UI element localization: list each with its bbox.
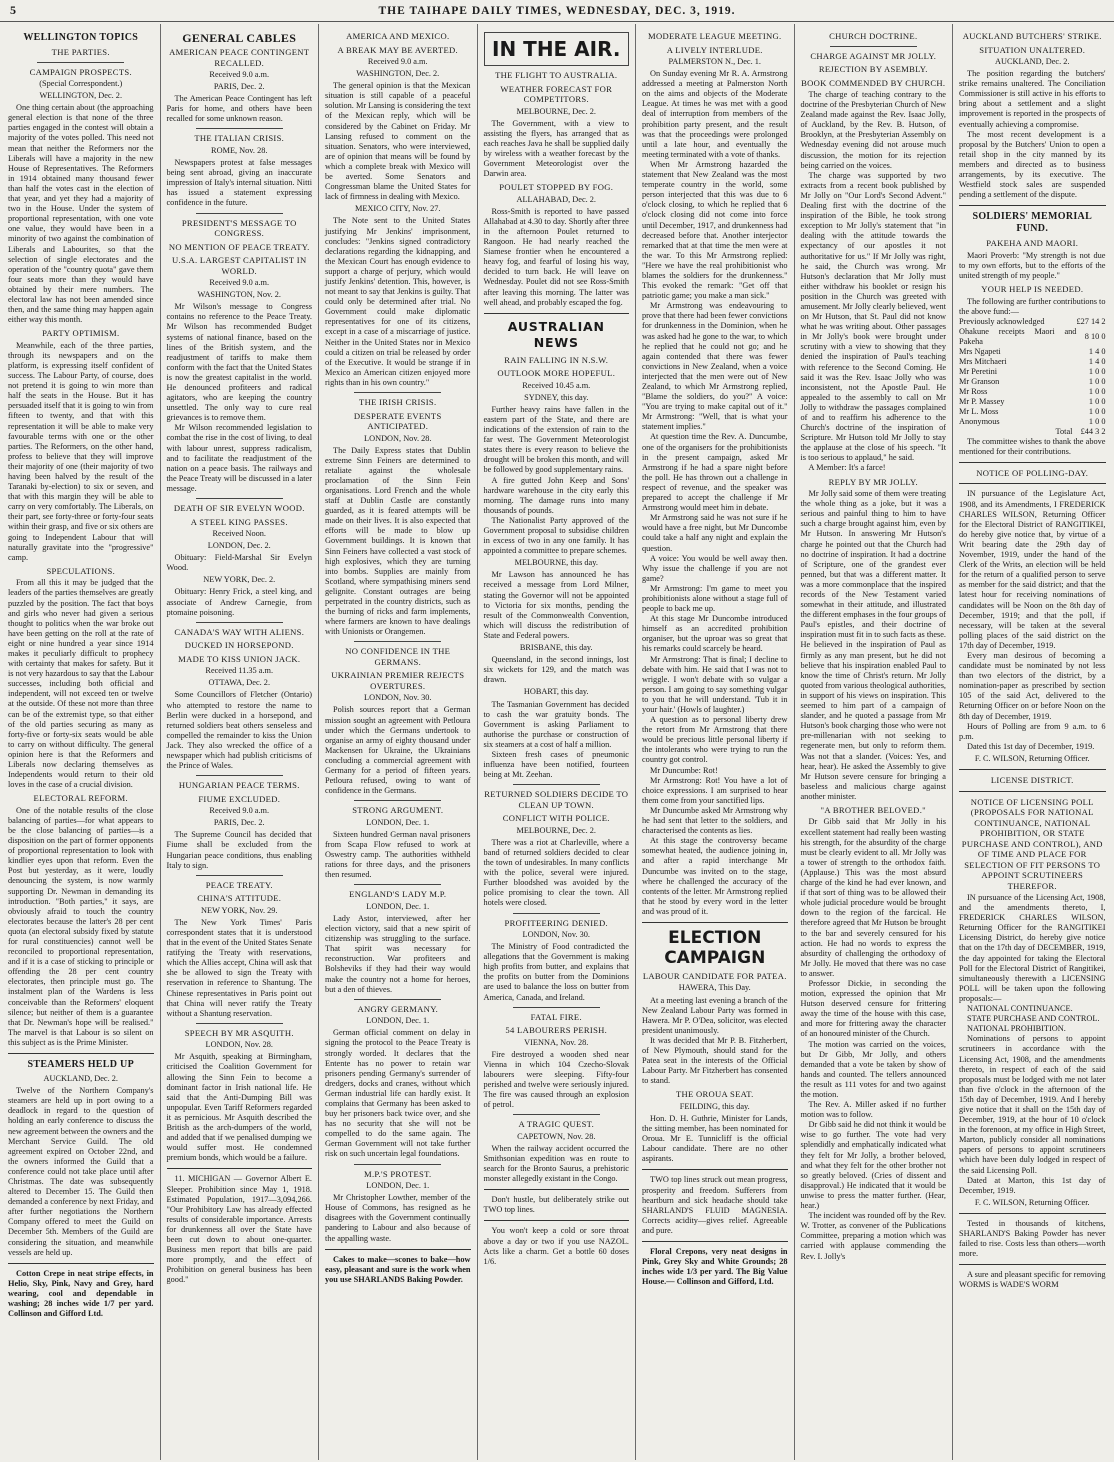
article-paragraph: Mr Wilson recommended legislation to combat the rise in the cost of living, to deal with labour unrest, suppress radicalism, and to facilitate the readjustment of the nation on a peace basis. The railways and the Peace Treaty will be discussed in a later message. [166, 423, 312, 493]
subheading: AUCKLAND BUTCHERS' STRIKE. [962, 31, 1102, 41]
column-7 [953, 24, 1112, 1460]
table-row [959, 387, 1106, 397]
signature: F. C. WILSON, Returning Officer. [974, 1197, 1090, 1207]
table-row [959, 367, 1106, 377]
subheading: LABOUR CANDIDATE FOR PATEA. [642, 970, 787, 981]
fund-name: Mrs Ngapeti [959, 346, 1001, 356]
article-paragraph: Mr Christopher Lowther, member of the House of Commons, has resigned as he disagrees with the Government continually pandering to Labour and also because of the appalling waste. [325, 1193, 471, 1243]
notice-paragraph: Every man desirous of becoming a candidate must be nominated by not less than two electors of the district, by a nomination-paper as prescribed by section 105 of the said Act, delivered to the Returning Officer on or before Noon on the 8th day of December, 1919. [959, 650, 1106, 721]
subheading: A LIVELY INTERLUDE. [666, 44, 763, 55]
article-paragraph: Mr Armstrong: That is final; I decline to debate with him. He said that I was not to wriggle. I won't debate with so vulgar a person. I am going to say something vulgar to you that he will understand. 'Tub it in your hair.' (Howls of laughter.) [642, 654, 788, 714]
fund-amount: 1 4 0 [1088, 356, 1106, 366]
notice-paragraph: Hours of Polling are from 9 a.m. to 6 p.m. [959, 721, 1106, 741]
divider [642, 1241, 788, 1242]
dateline: LONDON, Dec. 2. [207, 541, 271, 551]
subheading: THE ITALIAN CRISIS. [194, 133, 285, 144]
article-paragraph: Ross-Smith is reported to have passed Allahabad at 4.30 to day. Shortly after three in the afternoon Poulet returned to Rangoon. He had nearly reached the Siamese frontier when he encountered a heavy fog, and fearful of losing his way, decided to turn back. He will leave on Wednesday. Poulet did not see Ross-Smith after leaving this morning. The latter was well ahead, and probably escaped the fog. [483, 206, 629, 307]
dateline: MELBOURNE, Dec. 2. [516, 825, 596, 835]
in-the-air-title: IN THE AIR. [492, 37, 621, 61]
column-5 [636, 24, 795, 1460]
subheading: NO CONFIDENCE IN THE GERMANS. [345, 646, 451, 667]
advertisement: Cakes to make—scones to bake—how easy, pleasant and sure is the work when you use SHARLANDS Baking Powder. [325, 1254, 471, 1284]
notice-paragraph: IN pursuance of the Legislature Act, 1908, and its Amendments, I FREDERICK CHARLES WILSON, Returning Officer for the Electoral District of RANGITIKEI, do hereby give notice that, by virtue of a Writ bearing date the 29th day of November, 1919, under the hand of the Clerk of the Writs, an election will be held for the return of a qualified person to serve as member for the said district; and that the latest hour for receiving nominations of candidates will be Noon on the 8th day of December, 1919; and that the poll, if necessary, will be taken at the several polling places of the said district on the 17th day of December, 1919. [959, 489, 1106, 650]
divider [959, 483, 1106, 484]
subheading: LICENSE DISTRICT. [990, 775, 1074, 785]
article-paragraph: It was decided that Mr P. B. Fitzherbert, of New Plymouth, should stand for the Patea seat in the interests of the Official Labour Party. Mr Fitzherbert has consented to stand. [642, 1035, 788, 1086]
subheading: STRONG ARGUMENT. [352, 805, 444, 816]
article-paragraph: One thing certain about (the approaching general election is that none of the three parties engaged in the contest will obtain a majority of the votes polled. This need not mean that neither the Reformers nor the Liberals will have a majority in the new House of Representatives. The Reformers in 1914 obtained many thousand fewer than half the votes cast in the election of that year, and yet they had a majority of two in the House. Under the system of proportional representation, with one vote one value, they would have been in a minority of two against the combination of Liberals and Labourites, so that the selection of single electorates and the operation of the "country quota" gave them four seats more than they would have obtained by their mere numbers. The electoral law has not been amended since then, and the same thing may happen again either way this month. [8, 103, 154, 325]
notice-paragraph: STATE PURCHASE AND CONTROL. [967, 1014, 1100, 1024]
dateline: AUCKLAND, Dec. 2. [995, 57, 1070, 66]
subheading: PARTY OPTIMISM. [42, 328, 120, 339]
divider [513, 913, 600, 914]
dateline: ROME, Nov. 28. [211, 145, 268, 155]
article-paragraph: Sixteen fresh cases of pneumonic influenza have been notified, fourteen being at Mt. Zeehan. [483, 749, 629, 780]
dateline: PALMERSTON N., Dec. 1. [668, 57, 761, 66]
article-paragraph: The committee wishes to thank the above mentioned for their contributions. [959, 436, 1106, 456]
divider [959, 791, 1106, 792]
in-the-air-box [484, 32, 630, 66]
subheading: SITUATION UNALTERED. [979, 44, 1086, 55]
article-paragraph: The incident was rounded off by the Rev. W. Trotter, as convener of the Publications Committee, preparing a motion which was carried with applause commending the Rev. I. Jolly's [800, 1211, 946, 1261]
fund-amount: 8 10 0 [1084, 331, 1106, 341]
divider [354, 999, 441, 1000]
notice-paragraph: NATIONAL CONTINUANCE. [967, 1004, 1073, 1014]
article-paragraph: A question as to personal liberty drew the retort from Mr Armstrong that there would be precious little personal liberty if the intolerants who were trying to run the country got control. [642, 715, 788, 765]
article-paragraph: Polish sources report that a German mission sought an agreement with Petloura under which the Germans undertook to organise an army of eighty thousand under Mackensen for Ukraine, the Ukrainians concluding a commercial agreement with Germany for a period of fifteen years. Petloura refused, owing to want of confidence in the Germans. [325, 705, 471, 796]
subheading: MADE TO KISS UNION JACK. [178, 653, 301, 664]
dateline: MELBOURNE, Dec. 2. [516, 106, 596, 116]
divider [484, 1220, 630, 1221]
subheading: HUNGARIAN PEACE TERMS. [178, 780, 300, 791]
dateline: ALLAHABAD, Dec. 2. [516, 194, 596, 204]
subheading: PRESIDENT'S MESSAGE TO CONGRESS. [181, 217, 297, 239]
divider [325, 1249, 471, 1250]
table-row [959, 377, 1106, 387]
subheading: REPLY BY MR JOLLY. [828, 476, 918, 487]
article-paragraph: The American Peace Contingent has left Paris for home, and others have been recalled for some unknown reason. [166, 94, 312, 124]
article-paragraph: There was a riot at Charleville, where a band of returned soldiers decided to clear the town of undesirables. In many conflicts with the police, several were injured. Further bloodshed was avoided by the police promising to clear the town. All hotels were closed. [483, 837, 629, 908]
fund-amount: 1 0 0 [1088, 396, 1106, 406]
dateline: WELLINGTON, Dec. 2. [39, 91, 123, 101]
dateline: LONDON, Nov. 30. [522, 930, 590, 939]
divider [959, 1264, 1106, 1265]
dateline: Received 9.0 a.m. [209, 70, 270, 79]
dateline: FEILDING, this day. [679, 1101, 750, 1111]
divider [484, 313, 630, 314]
fund-amount: 1 0 0 [1088, 366, 1106, 376]
subheading: SPEECH BY MR ASQUITH. [184, 1027, 294, 1038]
notice-paragraph: IN pursuance of the Licensing Act, 1908, and the amendments thereto, I, FREDERICK CHARLES WILSON, Returning Officer for the RANGITIKEI Licensing District, do hereby give notice that on the 17th day of DECEMBER, 1919, the day appointed for taking the Electoral Poll for the Electoral District of Rangitikei, simultaneously therewith a LICENSING POLL will be taken upon the following proposals:— [959, 893, 1106, 1003]
subheading: CHARGE AGAINST MR JOLLY. [810, 50, 937, 61]
subheading: PROFITEERING DENIED. [504, 917, 608, 928]
article-paragraph: The most recent development is a proposal by the Butchers' Union to open a retail shop in the city manned by its members and directed as to business arrangements, by its executive. The Westfield stock sales are suspended pending a settlement of the dispute. [959, 129, 1106, 200]
dateline: HAWERA, This Day. [678, 983, 751, 993]
divider [8, 1263, 154, 1264]
article-paragraph: Obituary: Field-Marshal Sir Evelyn Wood. [166, 553, 312, 573]
column-4 [478, 24, 637, 1460]
fund-name: Ohakune receipts Maori and Pakeha [959, 326, 1077, 346]
article-paragraph: Mr Jolly said some of them were treating the whole thing as a joke, but it was a serious and painful thing to him to have such a charge brought against him, even by Mr Hutson. In answering Mr Hutson's charge he pointed out that the Church had no doctrine of inspiration. It had a doctrine of Scripture, one of the grandest ever penned, but that was a different matter. It was a more commonplace that the inspired records of the New Testament varied somewhat in their attitude, and illustrated the different emphases in the four groups of Paul's epistles, and their doctrine of inspiration must fit in to such facts as these. He believed in the inspiration of Paul as firmly as any man present, but he did not believe that his inspiration enabled Paul to know the time of Christ's return. Mr Jolly quoted from various theological authorities, in support of his views on inspiration. This seemed to him part of a campaign of slander, and he quoted a passage from Mr Hutson's book charging those who were not pre-millenarian with not seeking to regenerate men, but only to reform them. Was not that a slander. (Voices: Yes, and hear, hear). He asked the Assembly to give Mr Hutson severe censure for bringing a baseless and malicious charge against another minister. [800, 489, 946, 801]
divider [513, 1114, 600, 1115]
divider [484, 1189, 630, 1190]
table-row [959, 317, 1106, 327]
steamers-heading: STEAMERS HELD UP [27, 1059, 134, 1071]
advertisement: Tested in thousands of kitchens, SHARLAND'S Baking Powder has never failed to rise. Costs less than others—worth more. [959, 1218, 1106, 1259]
subheading: CANADA'S WAY WITH ALIENS. [174, 626, 305, 637]
article-paragraph: Obituary: Henry Frick, a steel king, and associate of Andrew Carnegie, from ptomaine poisoning. [166, 587, 312, 617]
table-row [959, 357, 1106, 367]
subheading: DEATH OF SIR EVELYN WOOD. [173, 503, 305, 513]
divider [196, 213, 283, 214]
article-paragraph: Mr Armstrong was endeavouring to prove that there had been fewer convictions for drunkenness in the Dominion, when he was asked had he gone to the war, to which he replied that he could not go; and he again contended that there was fewer convictions in New Zealand, when a voice interjected that the men were out of New Zealand, to which Mr Armstrong replied, "Blame the soldiers, do you?" A voice: "You are trying to make capital out of it." Mr Armstrong: "Well, that is what your statement implies." [642, 301, 788, 432]
subheading: MODERATE LEAGUE MEETING. [648, 31, 782, 41]
article-paragraph: Mr Armstrong: I'm game to meet you prohibitionists alone without a stage full of people to back me up. [642, 583, 788, 614]
subheading: THE FLIGHT TO AUSTRALIA. [495, 70, 618, 80]
divider [8, 1053, 154, 1054]
article-paragraph: When the railway accident occurred the Smithsonian expedition was en route to search for the Bronto Saurus, a prehistoric monster allegedly existant in the Congo. [483, 1143, 629, 1184]
page-number: 5 [10, 3, 16, 17]
subheading: FATAL FIRE. [530, 1011, 582, 1022]
dateline: LONDON, Dec. 1. [366, 901, 430, 911]
dateline: Received 10.45 a.m. [522, 380, 591, 390]
article-paragraph: When Mr Armstrong hazarded the statement that New Zealand was the most temperate country in the world, some person interjected that this was due to 6 o'clock closing, to which he replied that 6 o'clock closing did not come into force until December, 1917, and drunkenness had decreased before that. Another interjector remarked that at that time the men were at the war. To this Mr Armstrong replied: "Here we have the real prohibitionist who blames the soldiers for the drunkenness." This evoked the remark: "Get off that patriotic game; you make a man sick." [642, 159, 788, 301]
subheading: M.P.'S PROTEST. [364, 1168, 432, 1179]
dateline: MEXICO CITY, Nov. 27. [354, 204, 441, 214]
divider [959, 205, 1106, 206]
divider [196, 498, 283, 499]
article-paragraph: The general opinion is that the Mexican situation is still capable of a peaceful solution. Mr Lansing is considering the text of the Mexican reply, which will be considered by the Cabinet on Friday. Mr Lansing refused to comment on the situation. Senators, who were interviewed, are of opinion that means will be found by which a complete break with Mexico will be averted. Some Senators and Congressman blame the United States for lack of firmness in dealing with Mexico. [325, 81, 471, 202]
subheading: DUCKED IN HORSEPOND. [184, 640, 294, 651]
article-paragraph: At this stage the controversy became somewhat heated, the audience joining in, and after a rapid interchange Mr Duncumbe was invited on to the stage, where he challenged the accuracy of the contents of the letter. Mr Armstrong replied that he stood by every word in the letter and was proud of it. [642, 836, 788, 916]
article-paragraph: The position regarding the butchers' strike remains unaltered. The Conciliation Commissioner is still active in his efforts to bring about a settlement and a slight improvement is reported in the prospects of eventually achieving a compromise. [959, 69, 1106, 129]
fund-name: Mr L. Moss [959, 406, 999, 416]
dateline: SYDNEY, this day. [524, 392, 589, 402]
fund-amount: 1 0 0 [1088, 406, 1106, 416]
divider [959, 1213, 1106, 1214]
dateline: LONDON, Dec. 1. [366, 1181, 430, 1191]
subheading: THE IRISH CRISIS. [359, 397, 437, 407]
article-paragraph: Further heavy rains have fallen in the eastern part of the State, and there are indications of the extension of rain to the far west. The Government Meteorologist states there is every reason to believe the drought will be broken this month, and will be followed by good supplementary rains. [483, 404, 629, 475]
dateline: PARIS, Dec. 2. [213, 82, 265, 92]
subheading: PEACE TREATY. [205, 879, 273, 890]
article-paragraph: The Rev. A. Miller asked if no further motion was to follow. [800, 1100, 946, 1120]
divider [196, 622, 283, 623]
advertisement: Cotton Crepe in neat stripe effects, in Helio, Sky, Pink, Navy and Grey, hard wearing, cool and dependable in washing; 28 inches wide 1/7 per yard. Collinson and Gifford Ltd. [8, 1268, 154, 1318]
dateline: CAPETOWN, Nov. 28. [517, 1131, 596, 1141]
election-campaign-title: ELECTION CAMPAIGN [664, 927, 766, 968]
subheading: BOOK COMMENDED BY CHURCH. [801, 77, 946, 88]
divider [37, 62, 124, 63]
divider [354, 884, 441, 885]
article-paragraph: Sixteen hundred German naval prisoners from Scapa Flow refused to work at Oswestry camp. The authorities withheld rations for three days, and the prisoners then resumed. [325, 829, 471, 880]
subheading: NOTICE OF POLLING-DAY. [976, 467, 1089, 478]
article-paragraph: From all this it may be judged that the leaders of the parties themselves are greatly puzzled by the position. The fact that boys and girls who never had given a serious thought to politics when the war broke out have been getting on the roll at the rate of eight or nine hundred a year since 1914 makes it peculiarly difficult to prophecy with certainty that makes for safety. But it is not very hazardous to say that the Labour successes, including both official and independent, will not exceed ten or twelve at the outside. Of these not more than three can be of the extremist type, so that either of the old parties securing as many as forty-five or forty-six seats would be able to carry on without difficulty. The general opinion here is that the Reformers and Liberals now declaring themselves as Independents would return to their old loves in the case of a crucial division. [8, 578, 154, 790]
divider [354, 641, 441, 642]
article-paragraph: Fire destroyed a wooden shed near Vienna in which 104 Czecho-Slovak labourers were sleeping. Fifty-four perished and twelve were seriously injured. The fire was caused through an explosion of petrol. [483, 1049, 629, 1110]
article-paragraph: Queensland, in the second innings, lost six wickets for 129, and the match was drawn. [483, 655, 629, 685]
subheading: "A BROTHER BELOVED." [820, 804, 926, 815]
article-paragraph: Dr Gibb said that Mr Jolly in his excellent statement had really been wasting his strength, for the absurdity of the charge must be clearly evident to all. Mr Jolly was a tower of strength to the orthodox faith. (Applause.) This was the most absurd charge of the kind he had ever known, and if that sort of thing was to be allowed their whole judicial procedure would be brought down to the region of the farcical. He therefore agreed that Mr Hutson be brought to the bar and severely censured for his action. He had no words to express the absurdity of challenging the orthodoxy of Mr Jolly. He moved that there was no case to answer. [800, 817, 946, 978]
divider [830, 46, 917, 47]
article-paragraph: Mr Asquith, speaking at Birmingham, criticised the Coalition Government for allowing the Sinn Fein to become a dominant factor in Irish national life. He said that the Anti-Dumping Bill was unpopular. Even Tariff Reformers regarded it as pernicious. Mr Asquith described the British as the arch-dumpers of the world, and added that if we penalised dumping we would suffer most. He condemned premium bonds, which would be a failure. [166, 1052, 312, 1163]
article-paragraph: A fire gutted John Keep and Sons' hardware warehouse in the city early this morning. The damage runs into many thousands of pounds. [483, 475, 629, 515]
fund-name: Mrs Mitchaeri [959, 356, 1007, 366]
dateline: LONDON, Dec. 1. [366, 817, 430, 827]
table-row [959, 397, 1106, 407]
article-paragraph: Professor Dickie, in seconding the motion, expressed the opinion that Mr Hutson deserved censure for frittering away the time of the house with this case, and more for frittering away the character of an honoured minister of the Church. [800, 978, 946, 1039]
subheading: RAIN FALLING IN N.S.W. [504, 354, 609, 365]
notice-paragraph: Dated this 1st day of December, 1919. [967, 741, 1095, 751]
table-row [959, 427, 1106, 437]
article-paragraph: Newspapers protest at false messages being sent abroad, giving an inaccurate impression of Italy's internal situation. Nitti has issued a statement expressing confidence in the future. [166, 158, 312, 208]
table-row [959, 417, 1106, 427]
dateline: NEW YORK, Nov. 29. [201, 905, 278, 915]
subheading: AMERICA AND MEXICO. [346, 31, 450, 41]
fund-name: Mr Peretini [959, 366, 998, 376]
dateline: PARIS, Dec. 2. [213, 818, 265, 828]
masthead-title: THE TAIHAPE DAILY TIMES, WEDNESDAY, DEC. 3, 1919. [378, 4, 736, 17]
masthead [0, 0, 1114, 22]
dateline: WASHINGTON, Dec. 2. [356, 69, 440, 79]
dateline: Received Noon. [212, 529, 266, 538]
article-paragraph: The Tasmanian Government has decided to cash the war gratuity bonds. The Government is asking Parliament to authorise the purchase or construction of six steamers at a cost of half a million. [483, 699, 629, 749]
dateline: Received 9.0 a.m. [209, 278, 270, 288]
byline: (Special Correspondent.) [39, 79, 123, 88]
divider [513, 1007, 600, 1008]
fund-name: Mr Ross [959, 386, 988, 396]
divider [642, 1169, 788, 1170]
fund-name: Mr P. Massey [959, 396, 1005, 406]
article-paragraph: The Daily Express states that Dublin extreme Sinn Feiners are determined to retaliate against the wholesale proclamation of the Sinn Fein organisations. Lord French and the whole staff at Dublin Castle are constantly guarded, as it is feared attempts will be made on their lives. It is also expected that efforts will be made to blow up Government buildings. It is known that Sinn Feiners have collected a vast stock of high explosives, which they are turning into bombs. Supplies are mainly from Scotland, where sympathising miners send gelignite. Constant outrages are being perpetrated in the country districts, such as the burning of ricks and farm implements, where farmers are known to have dealings with Unionists or Orangemen. [325, 445, 471, 637]
article-paragraph: 11. MICHIGAN — Governor Albert E. Sleeper. Prohibition since May 1, 1918. Estimated Population, 1917—3,094,266. "Our Prohibitory Law has already effected results of considerable importance. Arrests for drunkenness all over the State have been cut down to about one-quarter. Business men report that bills are paid more promptly, and the effect of Prohibition on general business has been good." [166, 1174, 312, 1285]
general-cables-heading: GENERAL CABLES [182, 31, 297, 45]
article-paragraph: Some Councillors of Fletcher (Ontario) who attempted to restore the name to Berlin were ducked in a horsepond, and returned soldiers beat others senseless and compelled the remainder to kiss the Union Jack. They also wrecked the office of a newspaper which had publish criticisms of the Prince of Wales. [166, 690, 312, 771]
divider [167, 1168, 313, 1169]
subheading: NO MENTION OF PEACE TREATY. [168, 241, 310, 252]
subheading: WEATHER FORECAST FOR COMPETITORS. [500, 83, 613, 104]
dateline: Received 9.0 a.m. [209, 806, 270, 816]
fund-amount: 1 0 0 [1088, 416, 1106, 426]
article-paragraph: Mr Wilson's message to Congress contains no reference to the Peace Treaty. Mr Wilson has recommended Budget systems of national finance, based on the lines of the British system, and the readjustment of tariffs to make them conform with the fact that the United States is now the greatest capitalist in the world. He denounced profiteers and radical agitators, who are keeping the country unsettled. The only way to cure real grievances is to remove them. [166, 302, 312, 423]
article-paragraph: At question time the Rev. A. Duncumbe, one of the organisers for the prohibitionists in the present campaign, asked Mr Armstrong if he had a spare night before the poll. He has thrown out a challenge in respect of revenue, and the speaker was prepared to accept the challenge if Mr Armstrong would meet him in debate. [642, 432, 788, 513]
divider [196, 128, 283, 129]
divider [513, 784, 600, 785]
divider [642, 922, 788, 923]
fund-total: £44 3 2 [1080, 426, 1106, 436]
column-1 [2, 24, 161, 1460]
subheading: CHINA'S ATTITUDE. [197, 893, 282, 904]
subheading: CONFLICT WITH POLICE. [502, 813, 610, 824]
dateline: LONDON, Dec. 1. [366, 1016, 430, 1026]
fund-name: Anonymous [959, 416, 1000, 426]
subheading: THE PARTIES. [51, 47, 110, 57]
subheading: SPECULATIONS. [46, 565, 116, 576]
article-paragraph: Meanwhile, each of the three parties, through its newspapers and on the platform, is expressing itself confident of success. The Labour Party, of course, does not pretend it is going to win more than half the seats in the House. But it has persuaded itself that it is going to win from fifteen to twenty, and that with this representation it will be able to make very favourable terms with one or the other parties. The Reformers, on the other hand, profess to believe that they will improve their majority of one (their majority of two having been halved by the result of the Taranaki by-election) to six or seven, and that with this margin they will be able to carry on very comfortably. The Liberals, on their part, see forty-three or forty-four seats within their grasp, and five or six others are going to Independent Labour that will naturally gravitate into the "progressive" camp. [8, 340, 154, 562]
fund-amount: 1 4 0 [1088, 346, 1106, 356]
divider [354, 800, 441, 801]
article-paragraph: Mr Lawson has announced he has received a message from Lord Milner, stating the Governor will not be appointed to Victoria for six months, pending the result of the Commonwealth Convention, which will discuss the redistribution of State and Federal powers. [483, 570, 629, 640]
article-paragraph: Mr Armstrong: Rot! You have a lot of choice expressions. I am surprised to hear them come from your sanctified lips. [642, 775, 788, 805]
article-paragraph: The Nationalist Party approved of the Government proposal to subsidise children in excess of two in any one family. It has appointed a committee to prepare schemes. [483, 515, 629, 556]
notice-paragraph: NATIONAL PROHIBITION. [967, 1024, 1066, 1034]
column-2 [161, 24, 320, 1460]
advertisement: You won't keep a cold or sore throat above a day or two if you use NAZOL. Acts like a charm. Get a bottle 60 doses 1/6. [483, 1226, 629, 1266]
divider [196, 1023, 283, 1024]
article-paragraph: The charge was supported by two extracts from a recent book published by Mr Jolly on "Our Lord's Second Advent." Dealing first with the doctrine of the inspiration of the Bible, he took strong exception to Mr Jolly's statement that "in dealing with the attitude towards the expectancy of our apostles it not authoritative for us." If Mr Jolly was right, he said, the Church was wrong. Mr Hutson's declaration that Mr Jolly must either withdraw his booklet or resign his position in the Church was greeted with amusement. Mr Jolly clearly believed, went on Mr Hutson, that St. Paul did not know what he was writing about. Other passages in Mr Jolly's book were brought under scrutiny with a view to showing that they denied the inspiration of Paul's teaching with reference to the Second Coming. He said it was the Rev. Isaac Jolly who was inconsistent, not the Apostle Paul. He appealed to the assembly to call on Mr Jolly to withdraw the passages complained of and to reaffirm his adherence to the Church's doctrine of the inspiration of Scripture. Mr Hutson told Mr Jolly to stay the applause at the close of his speech. "It is too serious to applaud," he said. [800, 170, 946, 463]
subheading: CHURCH DOCTRINE. [829, 31, 918, 41]
dateline: LONDON, Nov. 30. [364, 693, 432, 703]
table-row [959, 327, 1106, 347]
dateline: NEW YORK, Dec. 2. [203, 575, 276, 585]
subheading: YOUR HELP IS NEEDED. [981, 284, 1084, 295]
article-paragraph: The following are further contributions to the above fund:— [959, 296, 1106, 316]
dateline: AUCKLAND, Dec. 2. [43, 1074, 118, 1084]
dateline: MELBOURNE, this day. [514, 558, 598, 568]
notice-paragraph: Nominations of persons to appoint scrutineers in accordance with the Licensing Act, 1908, and the amendments thereto, in respect of each of the said proposals must be lodged with me not later than five o'clock in the afternoon of the 15th day of December, 1919. And I hereby give notice that it shall on the 15th day of December, 1919, at the hour of 10 o'clock in the forenoon, at my office in High Street, Marton, publicly consider all nominations papers of persons to appoint scrutineers which have been duly lodged in respect of the said Licensing Poll. [959, 1034, 1106, 1175]
article-paragraph: The Supreme Council has decided that Fiume shall be excluded from the Hungarian peace conditions, thus enabling Italy to sign. [166, 830, 312, 870]
dateline: WASHINGTON, Nov. 2. [197, 290, 281, 300]
table-row [959, 347, 1106, 357]
divider [354, 1164, 441, 1165]
dateline: VIENNA, Nov. 28. [524, 1037, 589, 1047]
fund-table [959, 317, 1106, 437]
article-paragraph: A Member: It's a farce! [808, 463, 886, 473]
advertisement: Don't hustle, but deliberately strike out TWO top lines. [483, 1195, 629, 1215]
article-paragraph: The charge of teaching contrary to the doctrine of the Presbyterian Church of New Zealand made against the Rev. Isaac Jolly, of Auckland, by the Rev. B. Hutson, of Brooklyn, at the Presbyterian Assembly on Wednesday evening did not arouse much discussion, the motion for its rejection being carried on the voices. [800, 90, 946, 170]
memorial-fund-heading: SOLDIERS' MEMORIAL FUND. [972, 211, 1093, 235]
subheading: THE OROUA SEAT. [675, 1089, 754, 1100]
divider [354, 392, 441, 393]
column-3 [319, 24, 478, 1460]
subheading: AMERICAN PEACE CONTINGENT RECALLED. [169, 47, 310, 68]
table-row [959, 407, 1106, 417]
fund-amount: £27 14 2 [1076, 316, 1106, 326]
article-paragraph: The motion was carried on the voices, but Dr Gibb, Mr Jolly, and others demanded that a vote be taken by show of hands and counted. The tellers announced the result as 111 votes for and two against the motion. [800, 1039, 946, 1099]
article-paragraph: One of the notable results of the close balancing of parties—for what appears to be the close balancing of parties—is a disposition on the part of former opponents of proportional representation to look with kindlier eyes upon that reform. Even the Post but yesterday, as it were, loudly denouncing the system, is now warmly supporting Dr. Newman in demanding its introduction. "Both parties," it says, are obviously afraid to touch the country electorates because the latter's 28 per cent quota (an electoral subsidy fixed by statute for rural constituencies) cannot well be reconciled to proportional representation, and if it is a case of sticking to principle or offending the 28 per cent country electorates, then principle must go. The instalment plan of the Wardens is less conceivable than the Reformers' eloquent silence; but neither of them is a guarantee that Dr. Newman's hope will be realised." The marvel is that Labour is so silent on this subject as is the Prime Minister. [8, 805, 154, 1047]
fund-amount: 1 0 0 [1088, 376, 1106, 386]
divider [196, 775, 283, 776]
column-6 [795, 24, 954, 1460]
divider [196, 875, 283, 876]
fund-name: Mr Granson [959, 376, 1000, 386]
article-paragraph: Hon. D. H. Guthrie, Minister for Lands, the sitting member, has been nominated for Oroua. Mr E. Tunnicliff is the official Labour candidate. There are no other aspirants. [642, 1114, 788, 1164]
article-paragraph: The Government, with a view to assisting the flyers, has arranged that as each reaches Java he shall be supplied daily by wireless with a weather forecast by the Government Meteorologist over the Darwin area. [483, 118, 629, 179]
dateline: OTTAWA, Dec. 2. [208, 678, 271, 688]
article-paragraph: On Sunday evening Mr R. A. Armstrong addressed a meeting at Palmerston North on the aims and objects of the Moderate League. At times he was met with a good deal of interruption from members of the prohibition party present, and the result was that the proceedings were prolonged until a late hour, and eventually the meeting terminated with a vote of thanks. [642, 69, 788, 159]
article-paragraph: Twelve of the Northern Company's steamers are held up in port owing to a deadlock in regard to the question of holding an early conference to discuss the new agreement between the owners and the Merchant Service Guild. The old agreement expired on October 22nd, and the owners informed the Guild that a conference could not take place until after Christmas. The date was subsequently altered to December 15. The Guild then demanded a conference by next Friday, and after further negotiations the Northern Company offered to meet the Guild on December 5th. Members of the Guild are considering the situation, and meanwhile vessels are held up. [8, 1086, 154, 1257]
subheading: FIUME EXCLUDED. [198, 793, 281, 804]
subheading: NOTICE OF LICENSING POLL (PROPOSALS FOR NATIONAL CONTINUANCE, NATIONAL PROHIBITION, OR STATE PURCHASE AND CONTROL), AND OF TIME AND PLACE FOR SELECTION OF FIT PERSONS TO APPOINT SCRUTINEERS THEREFOR. [961, 796, 1103, 891]
subheading: ANGRY GERMANY. [357, 1003, 439, 1014]
subheading: POULET STOPPED BY FOG. [499, 182, 614, 193]
fund-amount: 1 0 0 [1088, 386, 1106, 396]
article-paragraph: The Note sent to the United States justifying Mr Jenkins' imprisonment, concludes: "Jenkins signed contradictory declarations regarding the kidnapping, and the Mexican Court has enough evidence to support a charge of perjury, which would justify Jenkins' detention. This, however, is not meant to say that Jenkins is guilty. That could only be determined after trial. No Government could make diplomatic representatives for one of its citizens, except in a case of a miscarriage of justice. Neither in the United States nor in Mexico could a citizen on trial be released by order of the Executive. It would be strange if in Mexico an American citizen enjoyed more rights than in his own country." [325, 216, 471, 387]
dateline: HOBART, this day. [523, 687, 589, 697]
columns [2, 24, 1112, 1460]
subheading: REJECTION BY ASEMBLY. [818, 64, 928, 74]
subheading: OUTLOOK MORE HOPEFUL. [497, 368, 616, 379]
australian-news-title: AUSTRALIAN NEWS [507, 318, 605, 350]
article-paragraph: Mr Duncumbe: Rot! [650, 765, 718, 775]
article-paragraph: Mr Duncumbe asked Mr Armstrong why he had sent that letter to the soldiers, and characterised the contents as lies. [642, 805, 788, 836]
advertisement: TWO top lines struck out mean progress, prosperity and freedom. Sufferers from heartburn and sick headache should take SHARLAND'S FLUID MAGNESIA. Corrects acidity—gives relief. Agreeable and pure. [642, 1175, 788, 1235]
dateline: LONDON, Nov. 28. [205, 1040, 273, 1050]
subheading: ENGLAND'S LADY M.P. [349, 889, 447, 900]
subheading: DESPERATE EVENTS ANTICIPATED. [353, 410, 442, 431]
subheading: A STEEL KING PASSES. [190, 516, 288, 527]
subheading: RETURNED SOLDIERS DECIDE TO CLEAN UP TOWN. [484, 789, 629, 810]
article-paragraph: Lady Astor, interviewed, after her election victory, said that a new spirit of citizenship was struggling to the surface. That spirit was necessary for reconstruction. War profiteers and Bolsheviks if they had their way would make the country not a home for heroes, but a den of thieves. [325, 913, 471, 994]
subheading: 54 LABOURERS PERISH. [505, 1025, 608, 1036]
article-paragraph: A voice: You would be well away then. Why issue the challenge if you are not game? [642, 553, 788, 583]
subheading: CAMPAIGN PROSPECTS. [29, 66, 132, 77]
article-paragraph: German official comment on delay in signing the protocol to the Peace Treaty is strongly worded. It declares that the Entente has no power to retain war prisoners pending Germany's surrender of dredgers, docks and cranes, without which German industrial life can hardly exist. It complains that Germany has been asked to buy her prisoners back twice over, and she has no security that she will not be compelled to do the same again. The German Government will not take further risk on such uncertain legal foundations. [325, 1028, 471, 1159]
dateline: LONDON, Nov. 28. [364, 433, 432, 443]
wellington-topics-heading: WELLINGTON TOPICS [23, 32, 139, 43]
advertisement: A sure and pleasant specific for removing WORMS is WADE'S WORM [959, 1270, 1106, 1290]
subheading: A BREAK MAY BE AVERTED. [337, 44, 458, 55]
subheading: ELECTORAL REFORM. [33, 793, 128, 804]
subheading: U.S.A. LARGEST CAPITALIST IN WORLD. [172, 255, 307, 276]
advertisement: Floral Crepons, very neat designs in Pink, Grey Sky and White Grounds; 28 inches wide 1/3 per yard. The Big Value House.— Collinson and Gifford, Ltd. [642, 1247, 788, 1287]
article-paragraph: Dr Gibb said he did not think it would be wise to go further. The vote had very splendidly and emphatically indicated what they felt for Mr Jolly, a brother beloved, and what they felt for the other brother not so greatly beloved. (Cries of dissent and disapproval.) He indicated that it would be unwise to press the matter further. (Hear, hear.) [800, 1120, 946, 1211]
article-paragraph: The Ministry of Food contradicted the allegations that the Government is making high profits from butter, and explains that the profits on butter from the Dominions are used to balance the loss on butter from America, Canada, and Ireland. [483, 942, 629, 1002]
divider [959, 462, 1106, 463]
subheading: A TRAGIC QUEST. [518, 1119, 595, 1130]
article-paragraph: Mr Armstrong said he was not sure if he would have a free night, but Mr Duncombe could take a half any night and explain the question. [642, 513, 788, 553]
dateline: Received 9.0 a.m. [367, 57, 428, 66]
subheading: PAKEHA AND MAORI. [986, 238, 1079, 249]
article-paragraph: The New York Times' Paris correspondent states that it is understood that in the event of the United States Senate ratifying the Treaty with reservations, which the Allies accept, China will ask that she be allowed to sign the Treaty with reservation in reference to Shantung. The Chinese representatives in Paris point out that China will never ratify the Treaty without a Shantung reservation. [166, 917, 312, 1018]
subheading: UKRAINIAN PREMIER REJECTS OVERTURES. [331, 670, 465, 691]
dateline: BRISBANE, this day. [519, 643, 593, 653]
fund-total-label: Total [1055, 426, 1073, 436]
notice-paragraph: Dated at Marton, this 1st day of December, 1919. [959, 1175, 1106, 1195]
dateline: Received 11.35 a.m. [205, 666, 274, 676]
divider [959, 769, 1106, 770]
fund-name: Previously acknowledged [959, 316, 1045, 326]
signature: F. C. WILSON, Returning Officer. [974, 753, 1090, 763]
article-paragraph: At a meeting last evening a branch of the New Zealand Labour Party was formed in Hawera. Mr P. O'Dea, solicitor, was elected president unanimously. [642, 995, 788, 1035]
article-paragraph: Maori Proverb: "My strength is not due to my own efforts, but to the efforts of the united strength of my people." [959, 250, 1106, 280]
article-paragraph: At this stage Mr Duncombe introduced himself as an accredited prohibition organiser, but the uproar was so great that his remarks could scarcely be heard. [642, 614, 788, 654]
